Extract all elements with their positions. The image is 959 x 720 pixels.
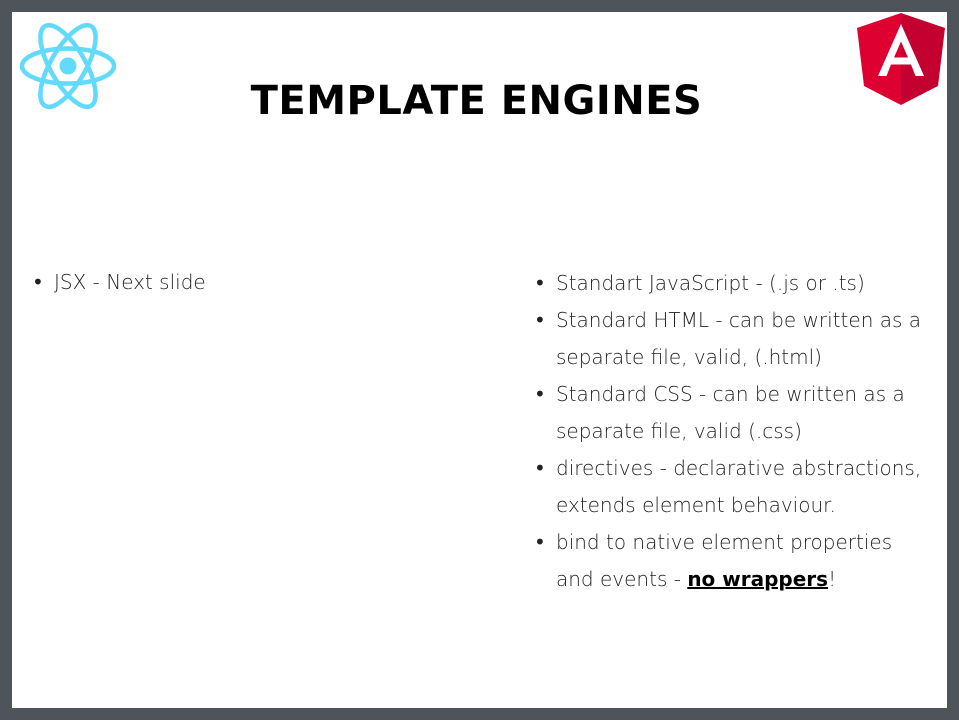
slide-title: TEMPLATE ENGINES [250, 78, 703, 124]
list-item [534, 524, 926, 598]
list-item-text: JSX - Next slide [54, 270, 206, 294]
left-bullet-list [32, 264, 452, 301]
no-wrappers-emphasis: no wrappers [687, 567, 829, 591]
list-item [534, 265, 926, 302]
list-item [32, 264, 452, 301]
list-item-text: directives - declarative abstractions, extends element behaviour. [556, 456, 922, 517]
list-item [534, 450, 926, 524]
slide [12, 12, 947, 708]
list-item [534, 376, 926, 450]
list-item-text: Standard HTML - can be written as a separate file, valid, (.html) [556, 308, 922, 369]
list-item-text: Standard CSS - can be written as a separate file, valid (.css) [556, 382, 905, 443]
list-item-text: Standart JavaScript - (.js or .ts) [556, 271, 865, 295]
list-item-text: bind to native element properties and events - [556, 530, 893, 591]
right-bullet-list [534, 265, 926, 598]
exclamation-suffix: ! [828, 567, 837, 591]
list-item [534, 302, 926, 376]
